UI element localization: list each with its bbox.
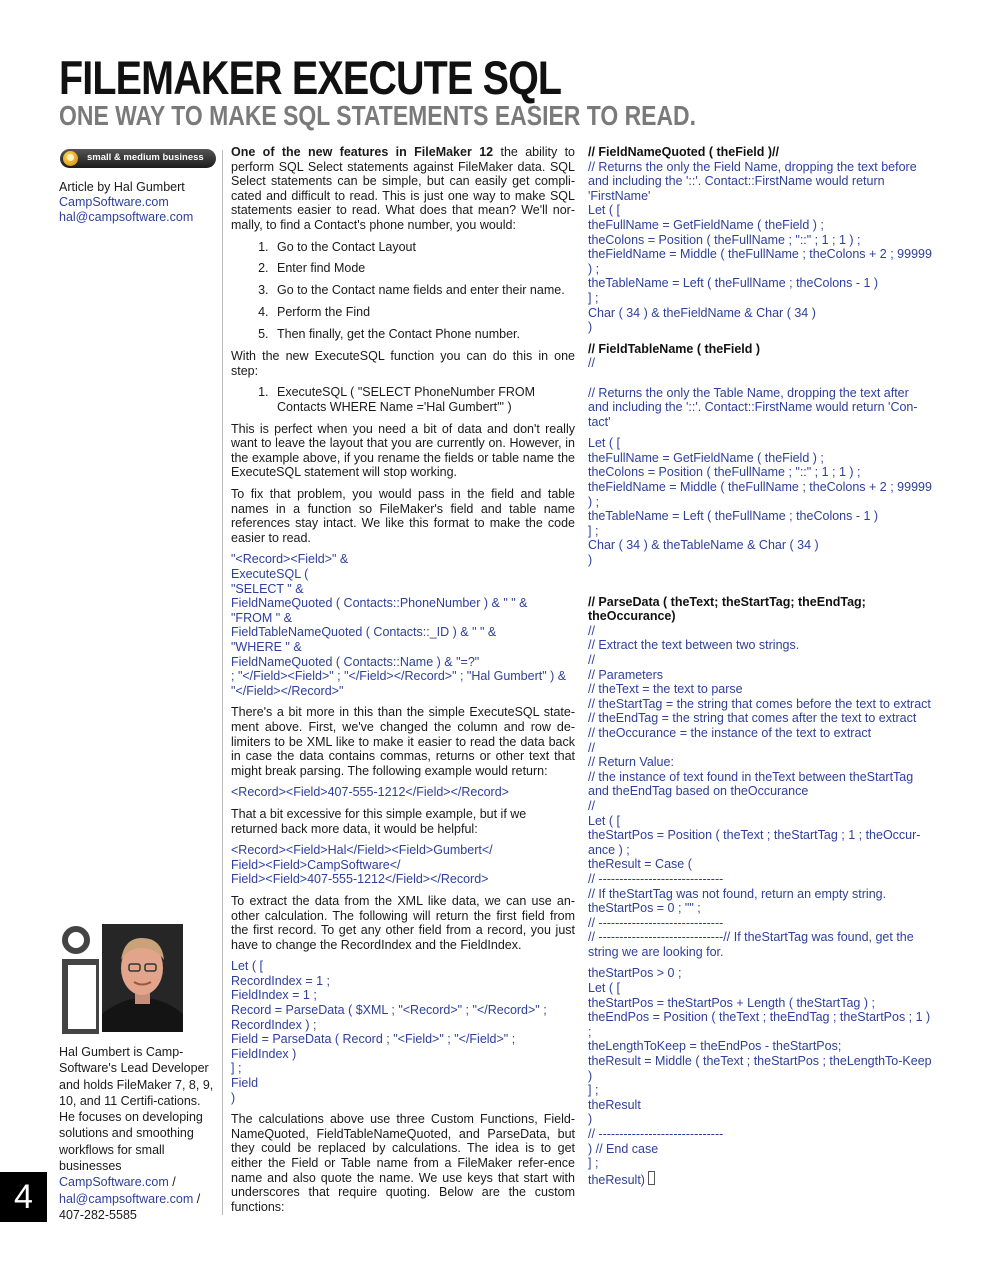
code-line: theFieldName = Middle ( theFullName ; theColons + 2 ; 99999 ) ; — [588, 247, 932, 276]
code-line: "SELECT " & — [231, 581, 304, 596]
author-photo — [102, 924, 183, 1032]
code-line: ] ; — [231, 1061, 242, 1076]
code-line: theResult — [588, 1097, 641, 1112]
code-line: theTableName = Left ( theFullName ; theColons - 1 ) — [588, 509, 879, 524]
code-fieldtablename-comment — [588, 356, 932, 429]
code-fieldnamequoted — [588, 160, 932, 335]
byline-site-link[interactable]: CampSoftware.com — [59, 195, 169, 209]
page-number: 4 — [0, 1172, 47, 1222]
code-line: Field><Field>407-555-1212</Field></Record> — [231, 872, 489, 887]
code-line: Let ( [ — [588, 436, 620, 451]
code-line: Field><Field>CampSoftware</ — [231, 857, 401, 872]
code-line: // Returns the only the Table Name, dropping the text after and including the '::'. Contact::FirstName would return 'Con-tact' — [588, 385, 918, 429]
code-line: Field — [231, 1076, 259, 1091]
code-line: theColons = Position ( theFullName ; "::" ; 1 ; 1 ) ; — [588, 465, 861, 480]
list-item: 1. ExecuteSQL ( "SELECT PhoneNumber FROM Contacts WHERE Name ='Hal Gumbert'" ) — [272, 385, 575, 414]
code-line: ) // End case — [588, 1141, 659, 1156]
article-title: FILEMAKER EXECUTE SQL — [59, 51, 562, 104]
code-line: Let ( [ — [588, 813, 620, 828]
article-column-main — [231, 145, 575, 1221]
code-line: theStartPos = 0 ; "" ; — [588, 901, 701, 916]
code-line: // the instance of text found in theText between theStartTag and theEndTag based on theOccurance — [588, 769, 914, 799]
code-line: FieldNameQuoted ( Contacts::Name ) & "=?" — [231, 654, 480, 669]
list-item: 1. Go to the Contact Layout — [272, 240, 575, 255]
code-line: Let ( [ — [588, 203, 620, 218]
code-last-line: theResult) — [588, 1172, 645, 1187]
code-line: theFullName = GetFieldName ( theField ) ; — [588, 217, 824, 232]
bio-phone: 407-282-5585 — [59, 1207, 137, 1222]
code-line: // ------------------------------// If theStartTag was found, get the string we are looking for. — [588, 930, 914, 959]
code-line: // — [588, 653, 595, 667]
code-line: // ------------------------------ — [588, 915, 724, 930]
code-line: // theStartTag = the string that comes before the text to extract — [588, 696, 931, 711]
list-item: 3. Go to the Contact name fields and enter their name. — [272, 283, 575, 298]
code-line: ] ; — [588, 1156, 599, 1171]
code-line: ) — [588, 1112, 593, 1127]
intro-rest: the ability to perform SQL Select statements against FileMaker data. SQL Select statements can be simple, but can easily get compli-cated and difficult to read. This is just one way to make SQL statements easier to read. What does that mean? We'll nor-mally, to find a Contact's phone number, you would: — [231, 145, 575, 232]
function-heading: // FieldNameQuoted ( theField )// — [588, 145, 779, 159]
code-line: ) — [231, 1090, 236, 1105]
list-item: 4. Perform the Find — [272, 305, 575, 320]
code-line: // theText = the text to parse — [588, 682, 743, 697]
code-line: "WHERE " & — [231, 640, 302, 654]
code-line: ] ; — [588, 523, 599, 538]
code-line: Char ( 34 ) & theTableName & Char ( 34 ) — [588, 538, 819, 553]
code-line: // — [588, 740, 595, 755]
code-line: ] ; — [588, 290, 599, 305]
code-line: FieldTableNameQuoted ( Contacts::_ID ) & " " & — [231, 625, 497, 640]
code-line: // ------------------------------ — [588, 1127, 724, 1141]
info-icon — [59, 922, 99, 1034]
code-line: ) — [588, 553, 593, 568]
code-line: // Parameters — [588, 667, 664, 682]
end-mark-icon — [648, 1171, 655, 1185]
steps-list — [231, 240, 575, 342]
code-line — [588, 371, 932, 386]
code-line: theFieldName = Middle ( theFullName ; theColons + 2 ; 99999 ) ; — [588, 480, 932, 509]
paragraph-new: With the new ExecuteSQL function you can do this in one step: — [231, 349, 575, 378]
code-line: theColons = Position ( theFullName ; "::" ; 1 ; 1 ) ; — [588, 232, 861, 247]
code-line: // theEndTag = the string that comes after the text to extract — [588, 711, 917, 726]
code-line: FieldNameQuoted ( Contacts::PhoneNumber ) & " " & — [231, 596, 528, 611]
paragraph-calcs: The calculations above use three Custom Functions, Field-NameQuoted, FieldTableNameQuoted, and ParseData, but they could be replaced by calculations. The idea is to get either the Field or Table name from a FileMaker refer-ence name and also quote the name. We use keys that start with underscores that require quoting. Below are the custom functions: — [231, 1112, 575, 1214]
code-line: Let ( [ — [231, 959, 263, 974]
code-line: ; "</Field><Field>" ; "</Field></Record>" ; "Hal Gumbert" ) & — [231, 669, 567, 684]
code-line: theTableName = Left ( theFullName ; theColons - 1 ) — [588, 276, 879, 291]
badge-label: small & medium business — [87, 152, 204, 163]
code-line: theFullName = GetFieldName ( theField ) ; — [588, 450, 824, 465]
code-line: <Record><Field>Hal</Field><Field>Gumbert</ — [231, 843, 493, 858]
code-line: theEndPos = Position ( theText ; theEndTag ; theStartPos ; 1 ) ; — [588, 1010, 931, 1039]
category-badge — [60, 149, 216, 168]
code-line: ] ; — [588, 1083, 599, 1098]
paragraph-extract: To extract the data from the XML like data, we can use an-other calculation. The following will return the first field from the first record. To get any other field from a record, you just have to change the RecordIndex and the FieldIndex. — [231, 893, 575, 952]
code-parsedata-b — [588, 966, 932, 1187]
paragraph-excessive: That a bit excessive for this simple example, but if we returned back more data, it would be helpful: — [231, 806, 527, 836]
code-line: theStartPos = Position ( theText ; theStartTag ; 1 ; theOccur-ance ) ; — [588, 828, 921, 857]
code-line: theLengthToKeep = theEndPos - theStartPos; — [588, 1039, 842, 1054]
bio-name: Hal Gumbert — [59, 1045, 130, 1059]
article-subtitle: ONE WAY TO MAKE SQL STATEMENTS EASIER TO READ. — [59, 100, 697, 131]
byline — [59, 180, 193, 225]
code-line: ExecuteSQL ( — [231, 567, 309, 582]
code-line: "<Record><Field>" & — [231, 552, 349, 567]
code-executesql — [231, 552, 575, 698]
intro-bold: One of the new features in FileMaker 12 — [231, 145, 494, 159]
code-line — [588, 1171, 932, 1188]
bio-separator: / — [168, 1175, 176, 1190]
column-divider — [222, 150, 223, 1215]
code-line: Field = ParseData ( Record ; "<Field>" ; "</Field>" ; FieldIndex ) — [231, 1032, 516, 1061]
paragraph-perfect: This is perfect when you need a bit of data and don't really want to leave the layout that you are currently on. However, in the example above, if you rename the fields or table name the ExecuteSQL statement will stop working. — [231, 421, 575, 480]
code-result — [231, 785, 575, 800]
list-item: 5. Then finally, get the Contact Phone number. — [272, 327, 575, 342]
code-line: // — [588, 623, 595, 638]
code-line: RecordIndex = 1 ; — [231, 973, 331, 988]
code-line: // If theStartTag was not found, return an empty string. — [588, 886, 887, 901]
code-line: // ------------------------------ — [588, 871, 724, 886]
code-line: <Record><Field>407-555-1212</Field></Record> — [231, 785, 509, 800]
function-heading: // ParseData ( theText; theStartTag; theEndTag; theOccurance) — [588, 594, 866, 624]
code-line: // — [588, 798, 595, 813]
byline-email-link[interactable]: hal@campsoftware.com — [59, 210, 194, 224]
author-bio — [59, 1044, 219, 1223]
code-line: // — [588, 356, 595, 371]
paragraph-fix: To fix that problem, you would pass in the field and table names in a function so FileMaker's field and table name references stay intact. We like this format to make the code easier to read. — [231, 487, 575, 545]
code-line: "</Field></Record>" — [231, 683, 344, 698]
code-line: // Return Value: — [588, 755, 674, 770]
code-line: theResult = Case ( — [588, 857, 692, 872]
code-line: Char ( 34 ) & theFieldName & Char ( 34 ) — [588, 305, 816, 320]
byline-author: Article by Hal Gumbert — [59, 180, 185, 194]
function-heading: // FieldTableName ( theField ) — [588, 341, 761, 356]
code-line: Let ( [ — [588, 981, 620, 996]
code-line: theResult = Middle ( theText ; theStartPos ; theLengthTo-Keep ) — [588, 1054, 932, 1083]
article-column-functions — [588, 145, 932, 1194]
sql-step-list — [231, 385, 575, 414]
bio-text: is Camp-Software's Lead Developer and holds FileMaker 7, 8, 9, 10, and 11 Certifi-cations. He focuses on developing solutions and smoothing workflows for small businesses — [59, 1045, 214, 1174]
code-result-more — [231, 843, 575, 887]
list-item: 2. Enter find Mode — [272, 261, 575, 276]
code-line: // Returns the only the Field Name, dropping the text before and including the '::'. Contact::FirstName would return 'FirstName' — [588, 159, 917, 203]
code-line: theStartPos > 0 ; — [588, 966, 682, 981]
code-parsedata-a — [588, 624, 932, 960]
code-line: theStartPos = theStartPos + Length ( theStartTag ) ; — [588, 995, 875, 1010]
bio-site-link[interactable]: CampSoftware.com — [59, 1175, 169, 1190]
bio-separator: / — [193, 1191, 201, 1206]
code-line: // theOccurance = the instance of the text to extract — [588, 725, 872, 740]
code-line: // Extract the text between two strings. — [588, 638, 800, 653]
code-line: Record = ParseData ( $XML ; "<Record>" ; "</Record>" ; RecordIndex ) ; — [231, 1003, 547, 1032]
person-icon — [63, 151, 78, 166]
code-let — [231, 959, 575, 1105]
paragraph-more: There's a bit more in this than the simple ExecuteSQL state-ment above. First, we've changed the column and row de-limiters to be XML like to make it easier to read the data back in case the data contains commas, returns or other text that might break parsing. The following example would return: — [231, 705, 575, 778]
code-line: ) — [588, 320, 593, 335]
code-line: "FROM " & — [231, 610, 292, 625]
bio-email-link[interactable]: hal@campsoftware.com — [59, 1191, 194, 1206]
intro-paragraph — [231, 145, 575, 233]
code-line: FieldIndex = 1 ; — [231, 988, 317, 1003]
code-fieldtablename — [588, 436, 932, 567]
